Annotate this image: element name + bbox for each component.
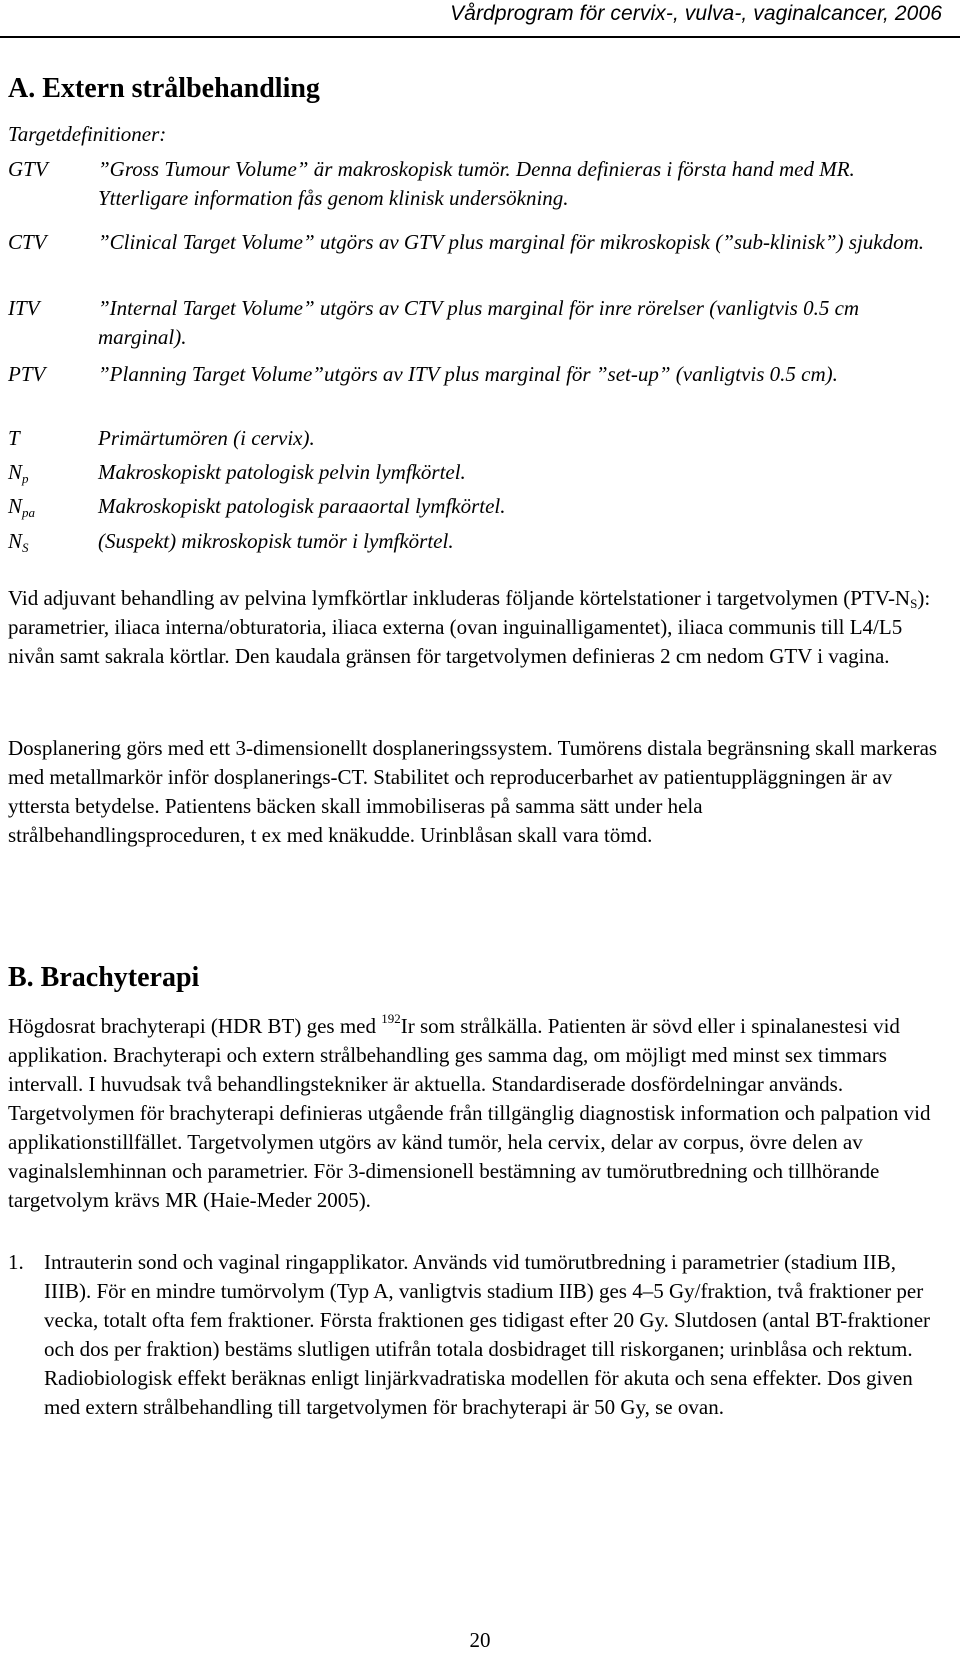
running-header: Vårdprogram för cervix-, vulva-, vaginalcancer, 2006 [450, 2, 942, 25]
definition-text: Primärtumören (i cervix). [98, 426, 315, 450]
brachytherapy-paragraph: Högdosrat brachyterapi (HDR BT) ges med $^{192}$Ir som strålkälla. Patienten är sövd eller i spinalanestesi vid applikation. Brachyterapi och extern strålbehandling ges samma dag, om möjligt med minst sex timmars intervall. I huvudsak två behandlingstekniker är aktuella. Standardiserade dosfördelningar används. Targetvolymen för brachyterapi definieras utgående från tillgänglig diagnostisk information och palpation vid applikationstillfället. Targetvolymen utgörs av känd tumör, hela cervix, delar av corpus, övre delen av vaginalslemhinnan och parametrier. För 3-dimensionell bestämning av tumörutbredning och tillhörande targetvolym krävs MR (Haie-Meder 2005). [8, 1011, 931, 1212]
definition-term: $N_{pa}$ [8, 494, 36, 520]
dose-planning-paragraph: Dosplanering görs med ett 3-dimensionellt dosplaneringssystem. Tumörens distala begränsning skall markeras med metallmarkör inför dosplanerings-CT. Stabilitet och reproducerbarhet av patientuppläggningen är av yttersta betydelse. Patientens bäcken skall immobiliseras på samma sätt under hela strålbehandlingsproceduren, t ex med knäkudde. Urinblåsan skall vara tömd. [8, 736, 938, 847]
definition-text: ”Internal Target Volume” utgörs av CTV plus marginal för inre rörelser (vanligtvis 0.5 cm marginal). [98, 296, 860, 349]
section-b-heading: B. Brachyterapi [8, 962, 200, 993]
definition-term: T [8, 426, 20, 450]
definition-text: ”Clinical Target Volume” utgörs av GTV plus marginal för mikroskopisk (”sub-klinisk”) sjukdom. [98, 230, 925, 254]
page-number: 20 [469, 1628, 491, 1652]
definition-term: PTV [8, 362, 46, 386]
definition-term: $N_p$ [8, 460, 29, 486]
definition-text: (Suspekt) mikroskopisk tumör i lymfkörtel. [98, 529, 454, 553]
list-item-number: 1. [8, 1250, 24, 1274]
definition-text: ”Gross Tumour Volume” är makroskopisk tumör. Denna definieras i första hand med MR. Ytterligare information fås genom klinisk undersökning. [98, 157, 855, 210]
adjuvant-paragraph: Vid adjuvant behandling av pelvina lymfkörtlar inkluderas följande körtelstationer i targetvolymen $(PTV-N_S)$: parametrier, iliaca interna/obturatoria, iliaca externa (ovan inguinalligamentet), iliaca communis till L4/L5 nivån samt sakrala körtlar. Den kaudala gränsen för targetvolymen definieras 2 cm nedom GTV i vagina. [8, 586, 931, 668]
section-a-heading: A. Extern strålbehandling [8, 73, 320, 104]
definition-term: $N_S$ [8, 529, 29, 555]
list-item-text: Intrauterin sond och vaginal ringapplikator. Används vid tumörutbredning i parametrier (stadium IIB, IIIB). För en mindre tumörvolym (Typ A, vanligtvis stadium IIB) ges 4–5 Gy/fraktion, två fraktioner per vecka, totalt ofta fem fraktioner. Första fraktionen ges tidigast efter 20 Gy. Slutdosen (antal BT-fraktioner och dos per fraktion) bestäms slutligen utifrån totala dosbidraget till riskorganen; urinblåsa och rektum. Radiobiologisk effekt beräknas enligt linjärkvadratiska modellen för akuta och sena effekter. Dos given med extern strålbehandling till targetvolymen för brachyterapi är 50 Gy, se ovan. [44, 1250, 931, 1419]
definition-text: ”Planning Target Volume”utgörs av ITV plus marginal för ”set-up” (vanligtvis 0.5 cm). [98, 362, 838, 386]
definition-term: ITV [8, 296, 40, 320]
definition-text: Makroskopiskt patologisk paraaortal lymfkörtel. [98, 494, 506, 518]
definition-term: CTV [8, 230, 47, 254]
header-divider [0, 36, 960, 38]
target-definitions-subheading: Targetdefinitioner: [8, 122, 167, 146]
definition-term: GTV [8, 157, 48, 181]
definition-text: Makroskopiskt patologisk pelvin lymfkörtel. [98, 460, 466, 484]
